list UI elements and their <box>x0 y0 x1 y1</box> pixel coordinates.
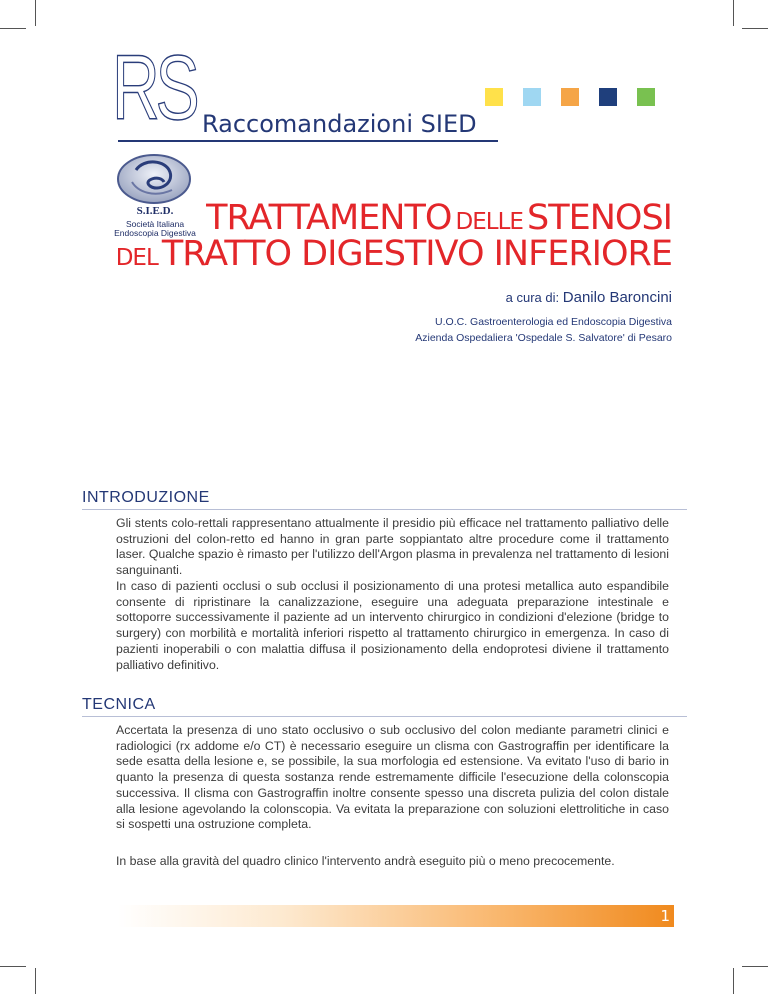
paragraph: In caso di pazienti occlusi o sub occlusi il posizionamento di una protesi metallica auto espandibile consente di ripristinare la canalizzazione, eseguire una adeguata preparazione intestinale e sottoporre successivamente il paziente ad un intervento chirurgico in condizioni d'elezione (bridge to surgery) con morbilità e mortalità inferiori rispetto al trattamento chirurgico in emergenza. In caso di pazienti inoperabili o con malattia diffusa il posizionamento della endoprotesi diviene il trattamento palliativo definitivo. <box>116 579 669 672</box>
logo-subtitle-line1: Società Italiana <box>125 219 185 229</box>
section-rule <box>82 716 687 717</box>
logo-name: S.I.E.D. <box>136 205 174 217</box>
paragraph: Gli stents colo-rettali rappresentano attualmente il presidio più efficace nel trattamento palliativo delle ostruzioni del colon-retto ed hanno in gran parte soppiantato altre procedure come il trattamento laser. Qualche spazio è rimasto per l'utilizzo dell'Argon plasma in prevalenza nel trattamento di lesioni sanguinanti. <box>116 516 669 578</box>
author-line <box>0 288 672 308</box>
affiliation-line: Azienda Ospedaliera 'Ospedale S. Salvatore' di Pesaro <box>415 332 672 344</box>
title-word: DEL <box>115 245 158 271</box>
author-block <box>0 288 672 346</box>
header-underline <box>118 140 498 142</box>
title-line-2 <box>116 234 672 274</box>
crop-mark <box>35 968 36 994</box>
color-squares <box>485 88 655 106</box>
title-word: TRATTAMENTO <box>206 198 452 238</box>
series-mark: RS <box>112 37 196 139</box>
color-square <box>561 88 579 106</box>
crop-mark <box>733 968 734 994</box>
title-line-1 <box>206 198 672 238</box>
title-word: TRATTO DIGESTIVO INFERIORE <box>161 234 672 274</box>
sied-emblem-icon <box>114 152 194 206</box>
section-rule <box>82 509 687 510</box>
color-square <box>637 88 655 106</box>
author-name: Danilo Baroncini <box>562 289 672 306</box>
page-number: 1 <box>660 907 670 925</box>
section-heading-introduzione: INTRODUZIONE <box>82 489 210 506</box>
affiliation-line: U.O.C. Gastroenterologia ed Endoscopia Digestiva <box>435 316 672 328</box>
sied-logo <box>100 150 210 240</box>
color-square <box>599 88 617 106</box>
page-header <box>0 0 768 160</box>
section-heading-tecnica: TECNICA <box>82 696 156 713</box>
crop-mark <box>0 966 26 967</box>
footer-bar <box>118 905 674 927</box>
color-square <box>485 88 503 106</box>
author-prefix: a cura di: <box>505 290 560 305</box>
logo-subtitle-line2: Endoscopia Digestiva <box>114 228 196 238</box>
paragraph: In base alla gravità del quadro clinico l'intervento andrà eseguito più o meno precocemente. <box>116 854 615 868</box>
title-word: DELLE <box>455 209 523 235</box>
title-word: STENOSI <box>527 198 672 238</box>
series-title: Raccomandazioni SIED <box>202 110 477 138</box>
crop-mark <box>742 966 768 967</box>
color-square <box>523 88 541 106</box>
paragraph: Accertata la presenza di uno stato occlusivo o sub occlusivo del colon mediante parametri clinici e radiologici (rx addome e/o CT) è necessario eseguire un clisma con Gastrograffin per identificare la sede esatta della lesione e, se possibile, la sua morfologia ed estensione. Va evitato l'uso di bario in quanto la presenza di questa sostanza rende estremamente difficile l'esecuzione della colonscopia successiva. Il clisma con Gastrograffin inoltre consente spesso una discreta pulizia del colon distale alla lesione agevolando la colonscopia. Va evitata la preparazione con soluzioni elettrolitiche in caso si sospetti una ostruzione completa. <box>116 723 669 832</box>
